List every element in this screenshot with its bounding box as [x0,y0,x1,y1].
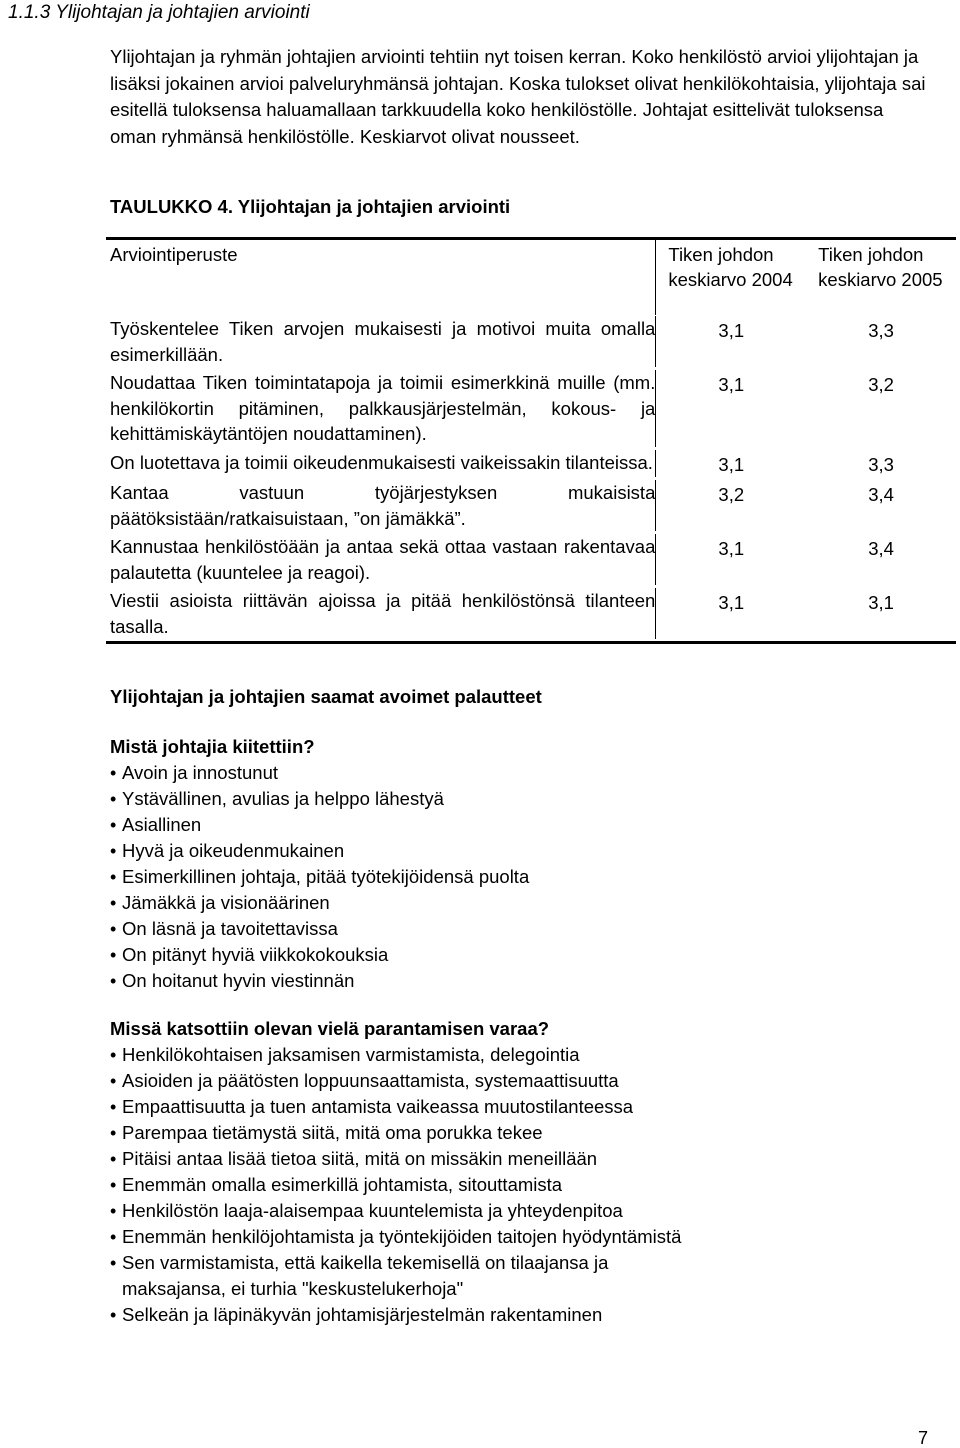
list-item-text: Selkeän ja läpinäkyvän johtamisjärjestelmän rakentaminen [122,1304,603,1325]
row-value-2005: 3,3 [868,320,894,341]
list-item-text: Asiallinen [122,814,202,835]
list-item [110,1120,710,1146]
list-item-text: Empaattisuutta ja tuen antamista vaikeassa muutostilanteessa [122,1096,634,1117]
row-criterion: Kannustaa henkilöstöään ja antaa sekä ottaa vastaan rakentavaa palautetta (kuuntelee ja reagoi). [106,534,656,585]
improvement-heading: Missä katsottiin olevan vielä parantamisen varaa? [110,1018,550,1039]
list-item-text: Pitäisi antaa lisää tietoa siitä, mitä on missäkin meneillään [122,1148,598,1169]
table-caption: TAULUKKO 4. Ylijohtajan ja johtajien arviointi [110,196,511,217]
bullet-icon: • [110,919,117,939]
row-value-2004: 3,1 [718,453,745,475]
list-item-text: Avoin ja innostunut [122,762,278,783]
table-header-row [106,240,956,315]
list-item [110,916,529,942]
row-value-2004: 3,1 [718,320,745,341]
list-item [110,1302,710,1328]
list-item [110,786,529,812]
list-item [110,1172,710,1198]
list-item-text: Henkilökohtaisen jaksamisen varmistamista, delegointia [122,1044,580,1065]
list-item-text: Asioiden ja päätösten loppuunsaattamista, systemaattisuutta [122,1070,619,1091]
row-value-2004: 3,2 [718,484,745,505]
row-value-2005: 3,2 [868,374,894,395]
list-item [110,864,529,890]
row-criterion: On luotettava ja toimii oikeudenmukaisesti vaikeissakin tilanteissa. [106,450,656,478]
bullet-icon: • [110,1149,117,1169]
list-item [110,1224,710,1250]
feedback-heading: Ylijohtajan ja johtajien saamat avoimet palautteet [110,686,542,707]
list-item-text: Enemmän henkilöjohtamista ja työntekijöiden taitojen hyödyntämistä [122,1226,682,1247]
row-value-2004: 3,1 [718,374,745,395]
bullet-icon: • [110,945,117,965]
bullet-icon: • [110,971,117,991]
row-value-2005: 3,1 [868,592,894,613]
bullet-icon: • [110,893,117,913]
bullet-icon: • [110,815,117,835]
bullet-icon: • [110,1123,117,1143]
bullet-icon: • [110,841,117,861]
list-item [110,1042,710,1068]
section-heading: 1.1.3 Ylijohtajan ja johtajien arviointi [8,2,310,23]
row-value-2005: 3,3 [868,453,894,475]
list-item-text: Hyvä ja oikeudenmukainen [122,840,345,861]
row-value-2005: 3,4 [868,484,894,505]
row-value-2004: 3,1 [718,592,745,613]
list-item-text: Jämäkkä ja visionäärinen [122,892,330,913]
evaluation-table [106,237,956,644]
table-row [106,533,956,587]
list-item-text: On läsnä ja tavoitettavissa [122,918,338,939]
header-2005: Tiken johdon keskiarvo 2005 [818,244,943,290]
row-criterion: Työskentelee Tiken arvojen mukaisesti ja motivoi muita omalla esimerkillään. [106,316,656,367]
improvement-section [110,1016,710,1328]
table-row [106,315,956,369]
row-criterion: Noudattaa Tiken toimintatapoja ja toimii esimerkkinä muille (mm. henkilökortin pitäminen, palkkausjärjestelmän, kokous- ja kehittämiskäytäntöjen noudattaminen). [106,370,656,447]
row-value-2004: 3,1 [718,538,745,559]
list-item-text: Henkilöstön laaja-alaisempaa kuuntelemista ja yhteydenpitoa [122,1200,623,1221]
bullet-icon: • [110,789,117,809]
list-item [110,890,529,916]
praise-heading: Mistä johtajia kiitettiin? [110,736,315,757]
list-item-text: Esimerkillinen johtaja, pitää työtekijöidensä puolta [122,866,530,887]
intro-paragraph: Ylijohtajan ja ryhmän johtajien arviointi tehtiin nyt toisen kerran. Koko henkilöstö arvioi ylijohtajan ja lisäksi jokainen arvioi palveluryhmänsä johtajan. Koska tulokset olivat henkilökohtaisia, ylijohtaja sai esitellä tuloksensa haluamallaan tarkkuudella koko henkilöstölle. Johtajat esittelivät tuloksensa oman ryhmänsä henkilöstölle. Keskiarvot olivat nousseet. [110,46,926,147]
row-criterion: Viestii asioista riittävän ajoissa ja pitää henkilöstönsä tilanteen tasalla. [106,588,656,639]
table-row [106,479,956,533]
list-item-text: Ystävällinen, avulias ja helppo lähestyä [122,788,444,809]
list-item [110,942,529,968]
list-item [110,1146,710,1172]
list-item-text: Parempaa tietämystä siitä, mitä oma porukka tekee [122,1122,543,1143]
list-item [110,1094,710,1120]
praise-list [110,760,529,994]
header-2004: Tiken johdon keskiarvo 2004 [668,244,793,290]
list-item-text: On pitänyt hyviä viikkokokouksia [122,944,389,965]
bullet-icon: • [110,1045,117,1065]
page-number: 7 [918,1428,929,1448]
list-item [110,760,529,786]
bullet-icon: • [110,1253,117,1273]
bullet-icon: • [110,1305,117,1325]
table-row [106,369,956,449]
bullet-icon: • [110,1097,117,1117]
list-item [110,1068,710,1094]
list-item [110,812,529,838]
bullet-icon: • [110,1175,117,1195]
header-criterion: Arviointiperuste [106,240,656,315]
list-item-text: On hoitanut hyvin viestinnän [122,970,355,991]
row-criterion: Kantaa vastuun työjärjestyksen mukaisista päätöksistään/ratkaisuistaan, ”on jämäkkä”. [106,480,656,531]
bullet-icon: • [110,1227,117,1247]
list-item-text: Sen varmistamista, että kaikella tekemisellä on tilaajansa ja maksajansa, ei turhia "keskustelukerhoja" [122,1252,609,1299]
list-item [110,968,529,994]
table-row [106,449,956,480]
bullet-icon: • [110,1071,117,1091]
list-item-text: Enemmän omalla esimerkillä johtamista, sitouttamista [122,1174,563,1195]
bullet-icon: • [110,867,117,887]
row-value-2005: 3,4 [868,538,894,559]
list-item [110,1250,710,1302]
praise-section [110,734,529,994]
bullet-icon: • [110,763,117,783]
improvement-list [110,1042,710,1328]
list-item [110,838,529,864]
list-item [110,1198,710,1224]
bullet-icon: • [110,1201,117,1221]
table-row [106,587,956,641]
